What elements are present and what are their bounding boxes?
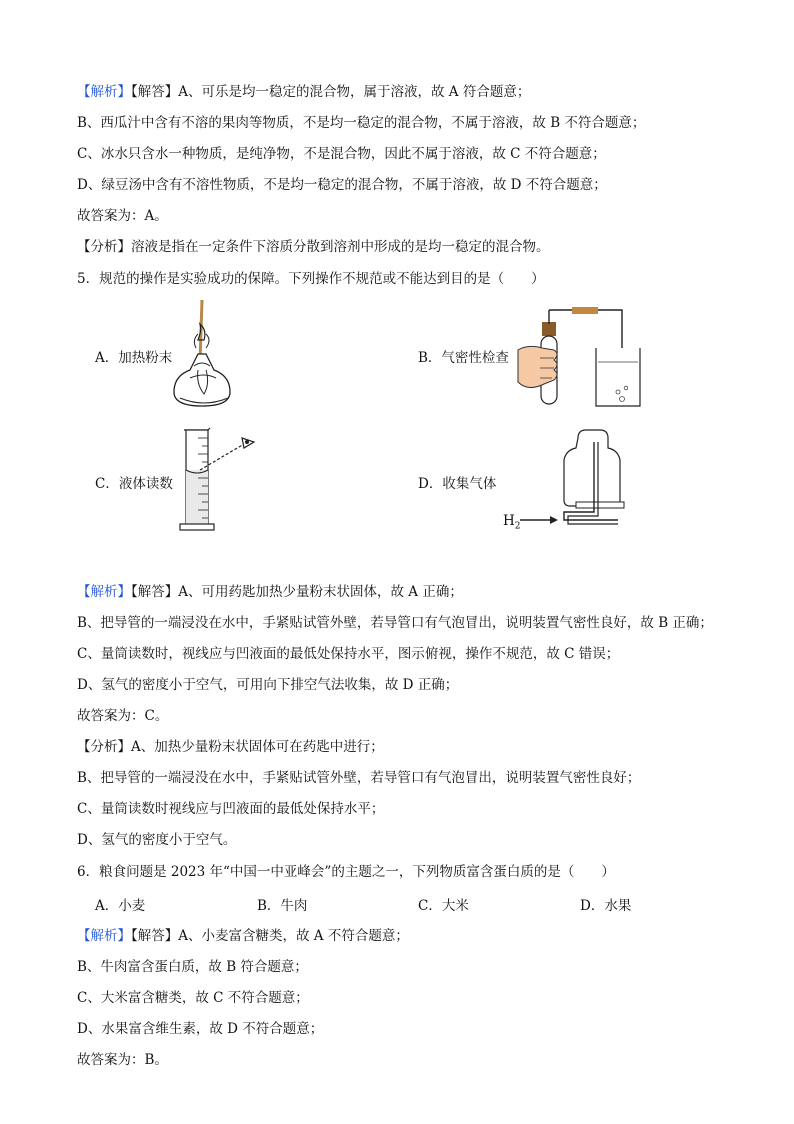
q4-answer-a: A、可乐是均一稳定的混合物，属于溶液，故 A 符合题意； [178, 84, 531, 100]
q4-answer-d: D、绿豆汤中含有不溶性物质，不是均一稳定的混合物，不属于溶液，故 D 不符合题意； [77, 177, 607, 193]
q6-answer-c: C、大米富含糖类，故 C 不符合题意； [77, 990, 309, 1006]
q4-answer-line-a [77, 82, 530, 102]
jieda-tag: 【解答】 [131, 928, 179, 944]
q6-answer-a: A、小麦富含糖类，故 A 不符合题意； [178, 928, 409, 944]
jiexi-tag: 【解析】 [77, 584, 131, 600]
q6-stem: 6．粮食问题是 2023 年“中国一中亚峰会”的主题之一，下列物质富含蛋白质的是（ ） [77, 864, 615, 880]
q4-answer-c: C、冰水只含水一种物质，是纯净物，不是混合物，因此不属于溶液，故 C 不符合题意； [77, 146, 606, 162]
q4-analysis: 【分析】溶液是指在一定条件下溶质分散到溶剂中形成的是均一稳定的混合物。 [77, 239, 550, 255]
q5-answer-a: A、可用药匙加热少量粉末状固体，故 A 正确； [178, 584, 463, 600]
q5-analysis-d: D、氢气的密度小于空气。 [77, 832, 237, 848]
jiexi-tag: 【解析】 [77, 84, 131, 100]
q5-analysis-c: C、量筒读数时视线应与凹液面的最低处保持水平； [77, 801, 385, 817]
alcohol-lamp-figure [176, 300, 240, 420]
q6-final-answer: 故答案为：B。 [77, 1052, 168, 1068]
q5-answer-d: D、氢气的密度小于空气，可用向下排空气法收集，故 D 正确； [77, 677, 459, 693]
q5-analysis-b: B、把导管的一端浸没在水中，手紧贴试管外壁，若导管口有气泡冒出，说明装置气密性良好； [77, 770, 641, 786]
q5-answer-b: B、把导管的一端浸没在水中，手紧贴试管外壁，若导管口有气泡冒出，说明装置气密性良好，故 B 正确； [77, 615, 713, 631]
jiexi-tag: 【解析】 [77, 928, 131, 944]
q6-answer-d: D、水果富含维生素，故 D 不符合题意； [77, 1021, 324, 1037]
q5-option-b-label: B．气密性检查 [418, 350, 509, 366]
q6-option-b: B．牛肉 [257, 898, 308, 914]
q4-final-answer: 故答案为：A。 [77, 208, 168, 224]
jieda-tag: 【解答】 [131, 84, 179, 100]
q5-option-c-label: C．液体读数 [95, 476, 173, 492]
q5-stem: 5．规范的操作是实验成功的保障。下列操作不规范或不能达到目的是（ ） [77, 271, 545, 287]
q4-answer-b: B、西瓜汁中含有不溶的果肉等物质，不是均一稳定的混合物，不属于溶液，故 B 不符合题意； [77, 115, 646, 131]
q6-option-d: D．水果 [580, 898, 632, 914]
jieda-tag: 【解答】 [131, 584, 179, 600]
q5-option-a-label: A．加热粉末 [95, 350, 173, 366]
cylinder-reading-figure [178, 428, 264, 532]
q5-option-d-label: D．收集气体 [418, 476, 497, 492]
q6-option-c: C．大米 [418, 898, 469, 914]
q6-option-a: A．小麦 [95, 898, 146, 914]
q6-answer-b: B、牛肉富含蛋白质，故 B 符合题意； [77, 959, 308, 975]
airtightness-check-figure [514, 306, 654, 410]
q5-answer-line-a [77, 582, 463, 602]
q5-answer-c: C、量筒读数时，视线应与凹液面的最低处保持水平，图示俯视，操作不规范，故 C 错误； [77, 646, 620, 662]
h2-subscript: 2 [514, 521, 521, 532]
q5-final-answer: 故答案为：C。 [77, 708, 169, 724]
q6-answer-line-a [77, 926, 409, 946]
q5-analysis-a: 【分析】A、加热少量粉末状固体可在药匙中进行； [77, 739, 384, 755]
h2-symbol: H [503, 513, 515, 529]
h2-label [503, 513, 521, 532]
